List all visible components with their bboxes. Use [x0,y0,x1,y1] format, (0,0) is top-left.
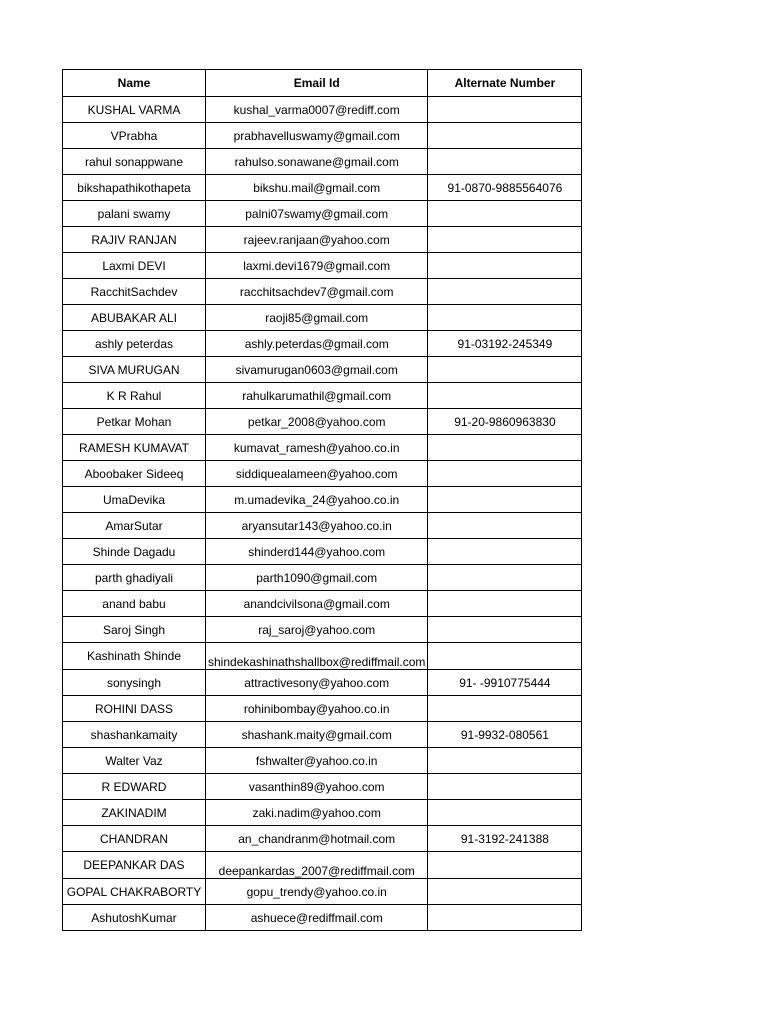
table-row [63,305,582,331]
cell-email-text: bikshu.mail@gmail.com [253,180,381,195]
cell-email-text: m.umadevika_24@yahoo.co.in [234,492,400,507]
cell-name: GOPAL CHAKRABORTY [63,879,206,905]
table-row [63,539,582,565]
cell-alternate-number [428,905,582,931]
table-row [63,670,582,696]
cell-name: ashly peterdas [63,331,206,357]
cell-alternate-number [428,617,582,643]
table-row [63,279,582,305]
table-row [63,487,582,513]
cell-name: rahul sonappwane [63,149,206,175]
cell-alternate-number [428,774,582,800]
cell-alternate-number [428,487,582,513]
table-row [63,461,582,487]
cell-email-text: anandcivilsona@gmail.com [243,596,390,611]
cell-alternate-number: 91-20-9860963830 [428,409,582,435]
cell-alternate-number [428,123,582,149]
table-row [63,643,582,670]
table-row [63,722,582,748]
cell-alternate-number [428,305,582,331]
table-row [63,591,582,617]
cell-email-text: shindekashinathshallbox@rediffmail.com [208,655,426,669]
cell-email-text: ashly.peterdas@gmail.com [244,336,389,351]
cell-email-text: an_chandranm@hotmail.com [238,831,396,846]
header-email: Email Id [206,70,428,97]
cell-email [206,409,428,435]
table-row [63,800,582,826]
cell-alternate-number [428,852,582,879]
cell-alternate-number [428,879,582,905]
cell-email [206,852,428,879]
cell-name: VPrabha [63,123,206,149]
cell-alternate-number [428,201,582,227]
cell-alternate-number: 91-3192-241388 [428,826,582,852]
table-row [63,409,582,435]
cell-alternate-number [428,149,582,175]
cell-name: sonysingh [63,670,206,696]
cell-email-text: deepankardas_2007@rediffmail.com [218,864,415,878]
cell-alternate-number [428,357,582,383]
cell-email [206,253,428,279]
cell-email [206,722,428,748]
table-row [63,435,582,461]
cell-email [206,357,428,383]
cell-name: Laxmi DEVI [63,253,206,279]
cell-email [206,696,428,722]
header-row [63,70,582,97]
cell-name: R EDWARD [63,774,206,800]
table-row [63,331,582,357]
cell-name: AmarSutar [63,513,206,539]
cell-email [206,149,428,175]
cell-email [206,617,428,643]
cell-name: parth ghadiyali [63,565,206,591]
table-row [63,565,582,591]
cell-name: Walter Vaz [63,748,206,774]
cell-email [206,539,428,565]
cell-email [206,905,428,931]
table-row [63,175,582,201]
cell-alternate-number [428,253,582,279]
cell-email-text: petkar_2008@yahoo.com [247,414,386,429]
cell-alternate-number [428,539,582,565]
cell-email [206,305,428,331]
cell-name: K R Rahul [63,383,206,409]
table-row [63,513,582,539]
cell-alternate-number [428,435,582,461]
cell-email [206,383,428,409]
cell-email-text: aryansutar143@yahoo.co.in [241,518,392,533]
table-row [63,357,582,383]
cell-email [206,461,428,487]
cell-email-text: raj_saroj@yahoo.com [258,622,376,637]
cell-alternate-number [428,97,582,123]
cell-alternate-number [428,591,582,617]
table-row [63,826,582,852]
cell-email [206,565,428,591]
cell-name: UmaDevika [63,487,206,513]
cell-email-text: racchitsachdev7@gmail.com [239,284,394,299]
cell-email-text: attractivesony@yahoo.com [244,675,390,690]
table-row [63,383,582,409]
table-row [63,227,582,253]
header-alternate-number: Alternate Number [428,70,582,97]
cell-email-text: parth1090@gmail.com [256,570,378,585]
table-row [63,879,582,905]
cell-email-text: sivamurugan0603@gmail.com [235,362,398,377]
header-name: Name [63,70,206,97]
cell-name: ROHINI DASS [63,696,206,722]
cell-name: ABUBAKAR ALI [63,305,206,331]
cell-alternate-number [428,227,582,253]
cell-alternate-number [428,643,582,670]
cell-email-text: kumavat_ramesh@yahoo.co.in [233,440,400,455]
cell-email-text: rohinibombay@yahoo.co.in [243,701,390,716]
cell-email-text: vasanthin89@yahoo.com [248,779,385,794]
cell-name: Kashinath Shinde [63,643,206,670]
cell-name: RAMESH KUMAVAT [63,435,206,461]
cell-name: RacchitSachdev [63,279,206,305]
cell-email [206,748,428,774]
table-row [63,774,582,800]
cell-email [206,643,428,670]
cell-email-text: fshwalter@yahoo.co.in [255,753,378,768]
cell-email [206,227,428,253]
cell-email [206,800,428,826]
contact-table [62,69,582,931]
cell-name: CHANDRAN [63,826,206,852]
cell-email-text: kushal_varma0007@rediff.com [233,102,400,117]
cell-email-text: palni07swamy@gmail.com [245,206,389,221]
cell-email-text: siddiquealameen@yahoo.com [235,466,398,481]
cell-alternate-number: 91-0870-9885564076 [428,175,582,201]
cell-name: RAJIV RANJAN [63,227,206,253]
cell-name: KUSHAL VARMA [63,97,206,123]
cell-name: anand babu [63,591,206,617]
cell-email [206,774,428,800]
cell-email [206,487,428,513]
cell-alternate-number [428,461,582,487]
table-row [63,748,582,774]
cell-email-text: rahulkarumathil@gmail.com [242,388,392,403]
cell-name: shashankamaity [63,722,206,748]
cell-name: DEEPANKAR DAS [63,852,206,879]
cell-alternate-number: 91- -9910775444 [428,670,582,696]
table-row [63,905,582,931]
cell-name: Petkar Mohan [63,409,206,435]
cell-alternate-number [428,565,582,591]
cell-email [206,826,428,852]
cell-email [206,435,428,461]
cell-email [206,201,428,227]
cell-name: AshutoshKumar [63,905,206,931]
table-row [63,123,582,149]
cell-email [206,513,428,539]
cell-alternate-number [428,513,582,539]
cell-email-text: gopu_trendy@yahoo.co.in [246,884,387,899]
cell-email-text: raoji85@gmail.com [265,310,369,325]
table-row [63,253,582,279]
cell-name: bikshapathikothapeta [63,175,206,201]
cell-name: Aboobaker Sideeq [63,461,206,487]
table-row [63,201,582,227]
cell-email [206,670,428,696]
cell-email-text: zaki.nadim@yahoo.com [252,805,381,820]
cell-alternate-number [428,279,582,305]
cell-email-text: laxmi.devi1679@gmail.com [243,258,391,273]
cell-email [206,879,428,905]
cell-email-text: shinderd144@yahoo.com [248,544,386,559]
cell-alternate-number [428,383,582,409]
cell-name: palani swamy [63,201,206,227]
cell-email [206,279,428,305]
table-row [63,97,582,123]
cell-email-text: rajeev.ranjaan@yahoo.com [243,232,390,247]
table-row [63,617,582,643]
cell-name: Shinde Dagadu [63,539,206,565]
cell-alternate-number [428,748,582,774]
cell-email [206,97,428,123]
cell-email-text: rahulso.sonawane@gmail.com [234,154,399,169]
cell-alternate-number [428,696,582,722]
cell-name: SIVA MURUGAN [63,357,206,383]
cell-email-text: prabhavelluswamy@gmail.com [233,128,400,143]
cell-email [206,123,428,149]
cell-email-text: ashuece@rediffmail.com [250,910,383,925]
cell-alternate-number: 91-9932-080561 [428,722,582,748]
table-row [63,149,582,175]
cell-name: Saroj Singh [63,617,206,643]
cell-alternate-number [428,800,582,826]
cell-email [206,331,428,357]
table-row [63,696,582,722]
cell-alternate-number: 91-03192-245349 [428,331,582,357]
cell-email [206,591,428,617]
cell-email [206,175,428,201]
table-row [63,852,582,879]
cell-email-text: shashank.maity@gmail.com [241,727,392,742]
cell-name: ZAKINADIM [63,800,206,826]
